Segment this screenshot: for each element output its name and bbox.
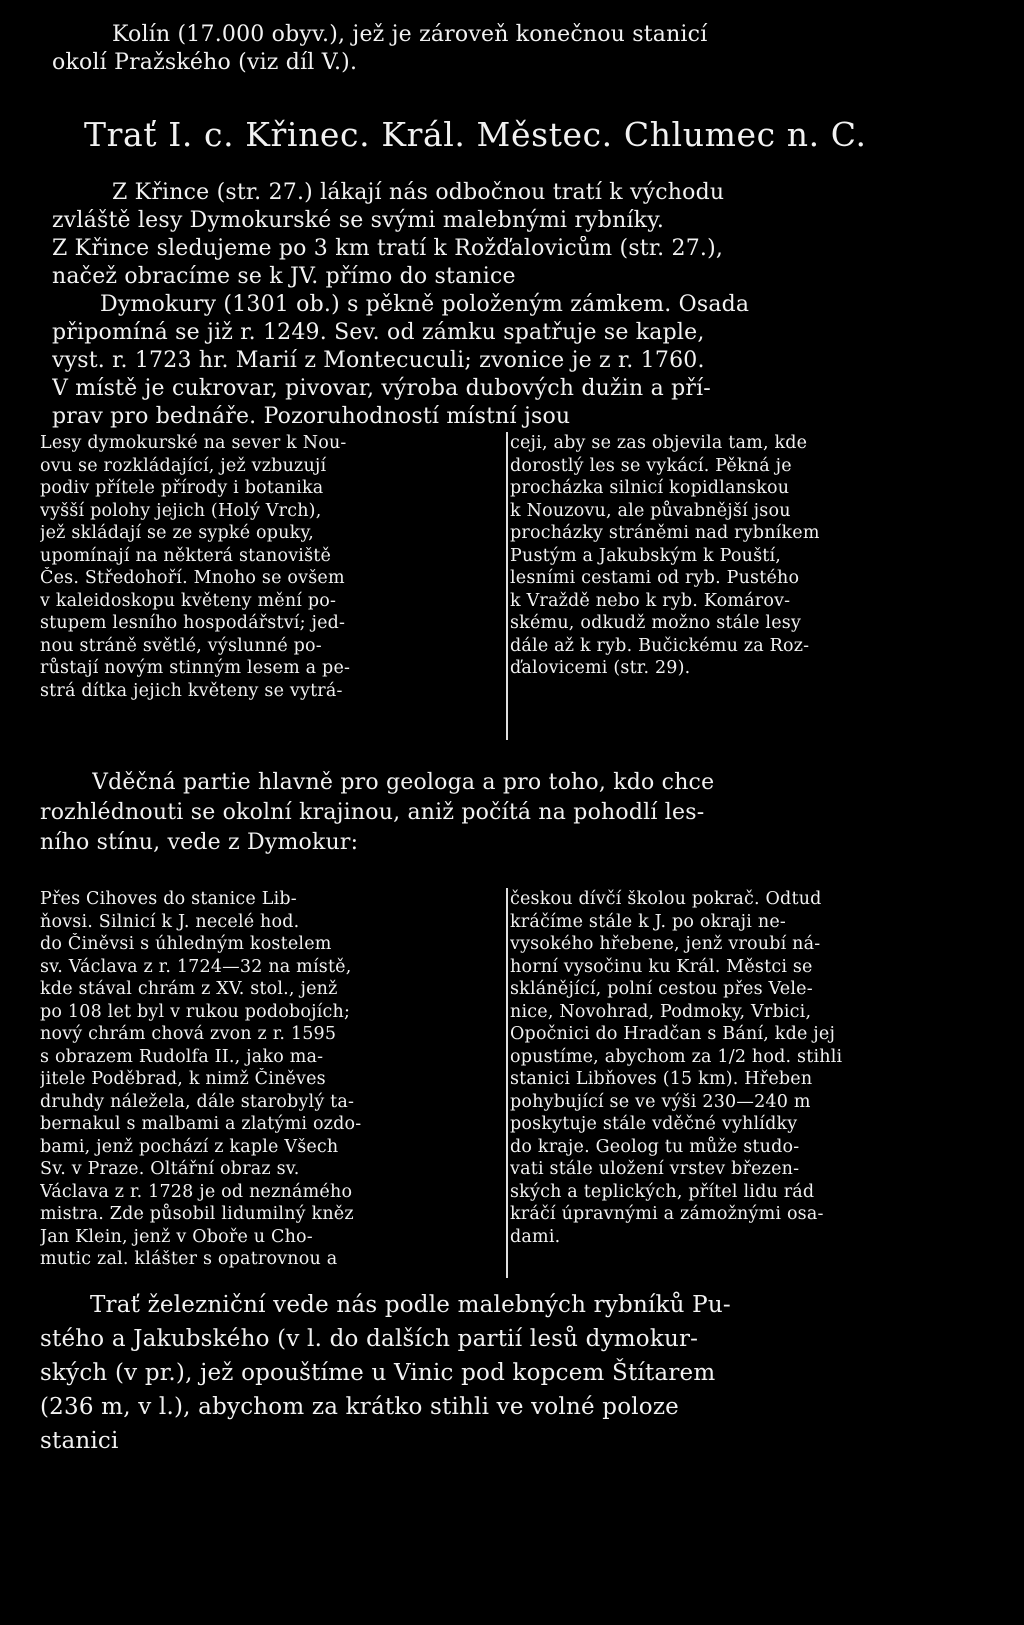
text-line: k Nouzovu, ale půvabnější jsou — [510, 500, 791, 521]
text-line: Pustým a Jakubským k Pouští, — [510, 545, 782, 566]
text-line: kráčíme stále k J. po okraji ne- — [510, 911, 786, 932]
text-line: ských (v pr.), jež opouštíme u Vinic pod kopcem Štítarem — [40, 1360, 716, 1386]
text-line: kde stával chrám z XV. stol., jenž — [40, 979, 338, 999]
text-line: lesními cestami od ryb. Pustého — [510, 568, 800, 588]
text-line: sklánějící, polní cestou přes Vele- — [510, 979, 813, 999]
text-line: Vděčná partie hlavně pro geologa a pro toho, kdo chce — [92, 770, 715, 795]
text-line: Lesy dymokurské na sever k Nou- — [40, 433, 347, 453]
text-line: jitele Poděbrad, k nimž Činěves — [40, 1069, 326, 1089]
text-line: procházky stráněmi nad rybníkem — [510, 523, 820, 543]
text-line: upomínají na některá stanoviště — [40, 545, 332, 566]
text-line: bernakul s malbami a zlatými ozdo- — [40, 1114, 362, 1134]
text-line: stanici — [40, 1428, 119, 1454]
text-line: Z Křince (str. 27.) lákají nás odbočnou tratí k východu — [112, 180, 725, 205]
text-line: dami. — [510, 1226, 561, 1247]
text-line: prav pro bednáře. Pozoruhodností místní jsou — [52, 404, 571, 429]
text-line: (236 m, v l.), abychom za krátko stihli ve volné poloze — [40, 1394, 679, 1420]
left-column — [40, 888, 502, 1271]
text-line: podiv přítele přírody i botanika — [40, 478, 324, 498]
text-line: horní vysočinu ku Král. Městci se — [510, 956, 813, 977]
text-line: stupem lesního hospodářství; jed- — [40, 613, 346, 633]
text-line: dále až k ryb. Bučickému za Roz- — [510, 635, 810, 656]
text-line: pohybující se ve výši 230—240 m — [510, 1091, 811, 1112]
text-line: V místě je cukrovar, pivovar, výroba dubových dužin a pří- — [52, 376, 711, 401]
text-line: mistra. Zde působil lidumilný kněz — [40, 1204, 354, 1224]
text-line: do kraje. Geolog tu může studo- — [510, 1136, 800, 1157]
text-line: Opočnici do Hradčan s Bání, kde jej — [510, 1024, 836, 1044]
text-line: ovu se rozkládající, jež vzbuzují — [40, 455, 327, 476]
text-line: vysokého hřebene, jenž vroubí ná- — [510, 934, 821, 954]
text-line: stého a Jakubského (v l. do dalších partií lesů dymokur- — [40, 1326, 699, 1352]
text-line: ských a teplických, přítel lidu rád — [510, 1181, 815, 1202]
text-line: růstají novým stinným lesem a pe- — [40, 658, 351, 678]
text-line: strá dítka jejich květeny se vytrá- — [40, 680, 343, 701]
text-line: Jan Klein, jenž v Oboře u Cho- — [40, 1226, 313, 1247]
text-line: okolí Pražského (viz díl V.). — [52, 50, 358, 75]
text-line: ního stínu, vede z Dymokur: — [40, 830, 359, 855]
text-line: skému, odkudž možno stále lesy — [510, 613, 802, 633]
text-line: Přes Cihoves do stanice Lib- — [40, 889, 297, 909]
text-line: Dymokury (1301 ob.) s pěkně položeným zámkem. Osada — [100, 292, 750, 317]
right-column — [510, 888, 970, 1248]
text-line: nou stráně světlé, výslunné po- — [40, 635, 322, 656]
text-line: ceji, aby se zas objevila tam, kde — [510, 433, 808, 453]
text-line: nový chrám chová zvon z r. 1595 — [40, 1024, 337, 1044]
text-line: druhdy náležela, dále starobylý ta- — [40, 1091, 355, 1112]
column-divider — [506, 432, 508, 740]
text-line: dorostlý les se vykácí. Pěkná je — [510, 455, 792, 476]
text-line: Trať železniční vede nás podle malebných rybníků Pu- — [90, 1292, 731, 1318]
text-line: Z Křince sledujeme po 3 km tratí k Rožďalovicům (str. 27.), — [52, 236, 724, 261]
text-line: opustíme, abychom za 1/2 hod. stihli — [510, 1046, 843, 1067]
text-line: sv. Václava z r. 1724—32 na místě, — [40, 956, 352, 977]
text-line: vyst. r. 1723 hr. Marií z Montecuculi; zvonice je z r. 1760. — [52, 348, 705, 373]
column-divider — [506, 888, 508, 1278]
text-line: po 108 let byl v rukou podobojích; — [40, 1001, 351, 1022]
text-line: s obrazem Rudolfa II., jako ma- — [40, 1046, 324, 1067]
text-line: jež skládají se ze sypké opuky, — [40, 523, 314, 543]
text-line: kráčí úpravnými a zámožnými osa- — [510, 1204, 824, 1224]
text-line: bami, jenž pochází z kaple Všech — [40, 1136, 339, 1157]
text-line: českou dívčí školou pokrač. Odtud — [510, 889, 822, 909]
text-line: vati stále uložení vrstev březen- — [510, 1159, 800, 1179]
text-line: načež obracíme se k JV. přímo do stanice — [52, 264, 516, 289]
text-line: do Činěvsi s úhledným kostelem — [40, 934, 332, 954]
text-line: nice, Novohrad, Podmoky, Vrbici, — [510, 1001, 812, 1022]
text-line: Čes. Středohoří. Mnoho se ovšem — [40, 568, 345, 588]
text-line: k Vraždě nebo k ryb. Komárov- — [510, 590, 791, 611]
text-line: mutic zal. klášter s opatrovnou a — [40, 1249, 338, 1269]
left-column — [40, 432, 502, 702]
text-line: zvláště lesy Dymokurské se svými malebnými rybníky. — [52, 208, 665, 233]
text-line: ňovsi. Silnicí k J. necelé hod. — [40, 911, 300, 932]
text-line: poskytuje stále vděčné vyhlídky — [510, 1114, 798, 1134]
text-line: ďalovicemi (str. 29). — [510, 658, 691, 678]
text-line: Sv. v Praze. Oltářní obraz sv. — [40, 1159, 300, 1179]
text-line: Kolín (17.000 obyv.), jež je zároveň konečnou stanicí — [112, 22, 708, 47]
text-line: připomíná se již r. 1249. Sev. od zámku spatřuje se kaple, — [52, 320, 705, 345]
section-heading: Trať I. c. Křinec. Král. Městec. Chlumec n. C. — [84, 115, 867, 154]
text-line: stanici Libňoves (15 km). Hřeben — [510, 1069, 813, 1089]
right-column — [510, 432, 970, 680]
text-line: vyšší polohy jejich (Holý Vrch), — [40, 500, 322, 521]
text-line: Václava z r. 1728 je od neznámého — [40, 1181, 353, 1202]
text-line: rozhlédnouti se okolní krajinou, aniž počítá na pohodlí les- — [40, 800, 705, 825]
text-line: v kaleidoskopu květeny mění po- — [40, 590, 337, 611]
text-line: procházka silnicí kopidlanskou — [510, 478, 790, 498]
